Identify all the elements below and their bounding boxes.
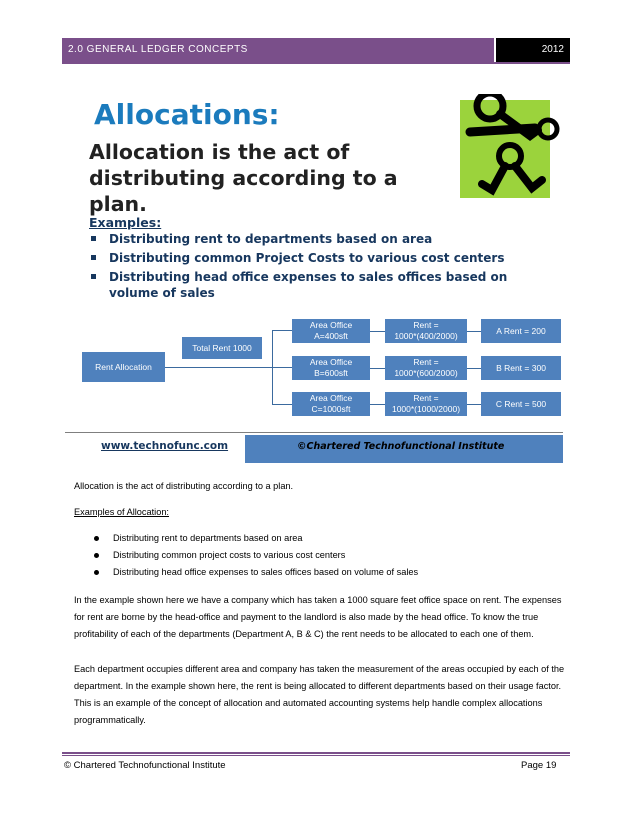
connector-line — [467, 404, 481, 405]
connector-line — [272, 404, 292, 405]
list-item: Distributing head office expenses to sales offices based on volume of sales — [94, 564, 418, 581]
slide-examples-heading: Examples: — [89, 215, 162, 230]
total-rent-box: Total Rent 1000 — [182, 337, 262, 359]
connector-line — [272, 330, 292, 331]
slide-example-item: Distributing rent to departments based on area — [89, 231, 559, 247]
header-rule — [62, 62, 570, 64]
area-office-b-box: Area Office B=600sft — [292, 356, 370, 380]
intro-paragraph: Allocation is the act of distributing according to a plan. — [74, 481, 294, 491]
slide-title: Allocations: — [94, 98, 280, 131]
example-paragraph: In the example shown here we have a company which has taken a 1000 square feet office space on rent. The expenses for rent are borne by the head-office and payment to the landlord is also made by the head office. To know the true profitability of each of the departments (Department A, B & C) the rent needs to be allocated to each one of them. — [74, 595, 562, 639]
rent-formula-c-box: Rent = 1000*(1000/2000) — [385, 392, 467, 416]
footer-rule — [62, 752, 570, 754]
a-rent-result-box: A Rent = 200 — [481, 319, 561, 343]
bullet-icon — [94, 570, 99, 575]
slide-footer-right — [245, 435, 563, 463]
connector-line — [370, 404, 385, 405]
square-bullet-icon — [91, 236, 96, 241]
footer-rule — [62, 755, 570, 756]
list-item: Distributing common project costs to various cost centers — [94, 547, 418, 564]
connector-line — [370, 368, 385, 369]
connector-line — [467, 331, 481, 332]
website-link[interactable]: www.technofunc.com — [101, 440, 229, 452]
explanation-paragraph: Each department occupies different area and company has taken the measurement of the areas occupied by each of the department. In the example shown here, the rent is being allocated to different departments based on their usage factor. This is an example of the concept of allocation and automated accounting systems help handle complex allocations programmatically. — [74, 664, 565, 725]
slide-image — [65, 92, 563, 462]
page-header — [62, 38, 570, 62]
examples-list — [94, 530, 418, 581]
bullet-icon — [94, 553, 99, 558]
bullet-icon — [94, 536, 99, 541]
slide-copyright: ©Chartered Technofunctional Institute — [297, 441, 505, 452]
slide-footer-left — [65, 435, 245, 463]
header-title: 2.0 GENERAL LEDGER CONCEPTS — [62, 38, 494, 62]
connector-line — [165, 367, 272, 368]
area-office-a-box: Area Office A=400sft — [292, 319, 370, 343]
slide-example-item: Distributing head office expenses to sales offices based on volume of sales — [89, 269, 559, 301]
header-year: 2012 — [496, 38, 570, 62]
rent-allocation-box: Rent Allocation — [82, 352, 165, 382]
connector-line — [467, 368, 481, 369]
connector-line — [370, 331, 385, 332]
area-office-c-box: Area Office C=1000sft — [292, 392, 370, 416]
rent-formula-b-box: Rent = 1000*(600/2000) — [385, 356, 467, 380]
c-rent-result-box: C Rent = 500 — [481, 392, 561, 416]
connector-line — [272, 367, 292, 368]
square-bullet-icon — [91, 255, 96, 260]
rent-formula-a-box: Rent = 1000*(400/2000) — [385, 319, 467, 343]
scissors-clipart-icon — [460, 94, 562, 202]
slide-examples-list — [89, 231, 559, 304]
slide-footer — [65, 432, 563, 463]
slide-example-item: Distributing common Project Costs to various cost centers — [89, 250, 559, 266]
list-item: Distributing rent to departments based on area — [94, 530, 418, 547]
page-number: Page 19 — [521, 760, 557, 771]
slide-definition: Allocation is the act of distributing according to a plan. — [89, 140, 398, 216]
b-rent-result-box: B Rent = 300 — [481, 356, 561, 380]
square-bullet-icon — [91, 274, 96, 279]
footer-copyright: © Chartered Technofunctional Institute — [64, 760, 226, 771]
examples-heading: Examples of Allocation: — [74, 507, 169, 517]
